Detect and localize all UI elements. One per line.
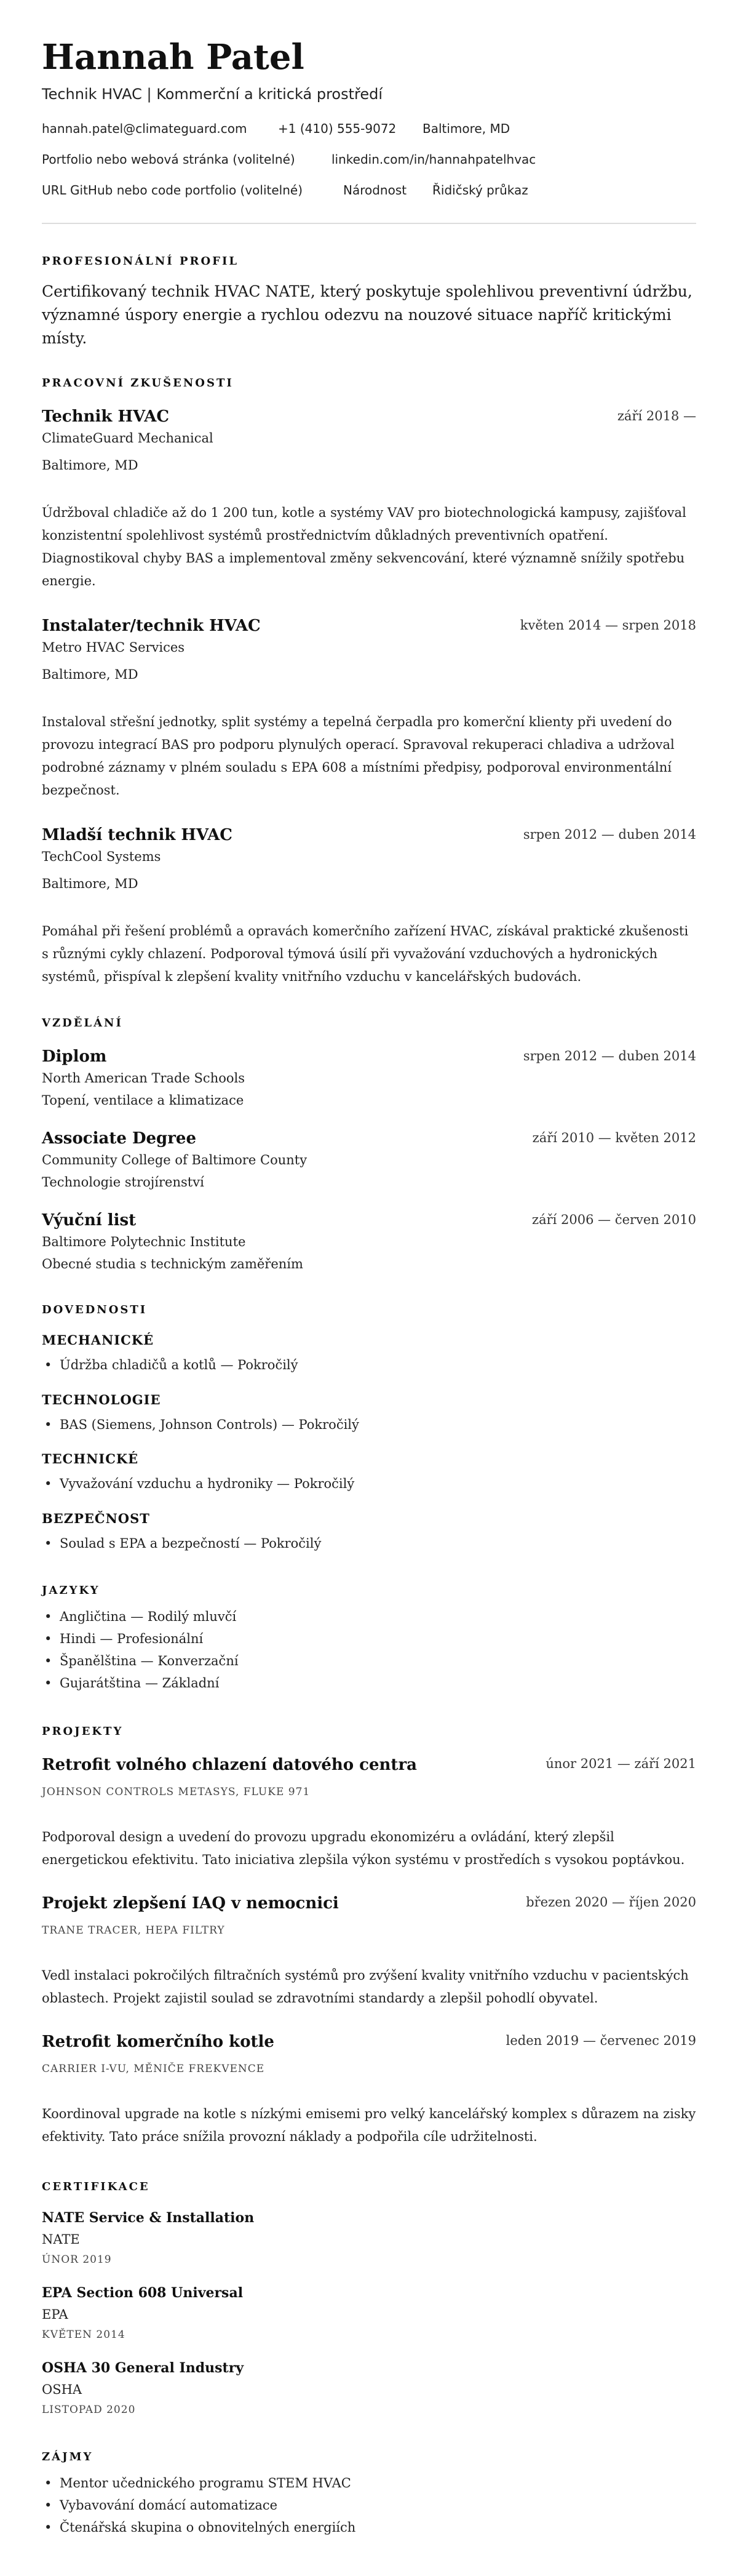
job-description: Instaloval střešní jednotky, split systémy a tepelná čerpadla pro komerční klienty při uvedení do provozu integrací BAS pro podporu plynulých operací. Spravoval rekuperaci chladiva a udržoval podrobné záznamy v plném souladu s EPA 608 a místními předpisy, podporoval environmentální bezpečnost. (42, 714, 675, 798)
section-heading-certifications: CERTIFIKACE (42, 2180, 150, 2193)
degree-title: Diplom (42, 1047, 107, 1066)
education-dates: srpen 2012 — duben 2014 (523, 1049, 696, 1063)
certification-name: NATE Service & Installation (42, 2210, 255, 2226)
skill-item: • Údržba chladičů a kotlů — Pokročilý (42, 1356, 298, 1374)
school-name: North American Trade Schools (42, 1071, 245, 1086)
language-item: • Angličtina — Rodilý mluvčí (42, 1608, 236, 1625)
skill-item: • BAS (Siemens, Johnson Controls) — Pokročilý (42, 1416, 359, 1433)
skill-item: • Vyvažování vzduchu a hydroniky — Pokročilý (42, 1475, 354, 1492)
header-divider (42, 223, 696, 224)
project-title: Projekt zlepšení IAQ v nemocnici (42, 1894, 339, 1913)
skill-category: TECHNICKÉ (42, 1451, 139, 1466)
section-heading-experience: PRACOVNÍ ZKUŠENOSTI (42, 377, 234, 390)
linkedin-link[interactable]: linkedin.com/in/hannahpatelhvac (331, 152, 536, 167)
job-location: Baltimore, MD (42, 876, 138, 891)
certification-issuer: NATE (42, 2232, 80, 2247)
section-heading-skills: DOVEDNOSTI (42, 1303, 148, 1316)
driving-license: Řidičský průkaz (432, 183, 528, 198)
job-company: Metro HVAC Services (42, 640, 185, 655)
project-dates: březen 2020 — říjen 2020 (526, 1895, 696, 1910)
project-description: Koordinoval upgrade na kotle s nízkými emisemi pro velký kancelářský komplex s důrazem na zisky efektivity. Tato práce snížila provozní náklady a podpořila cíle udržitelnosti. (42, 2106, 696, 2144)
school-name: Baltimore Polytechnic Institute (42, 1234, 246, 1249)
project-tools: TRANE TRACER, HEPA FILTRY (42, 1924, 225, 1937)
project-tools: CARRIER I-VU, MĚNIČE FREKVENCE (42, 2063, 265, 2075)
job-description: Údržboval chladiče až do 1 200 tun, kotle a systémy VAV pro biotechnologická kampusy, zajišťoval konzistentní spolehlivost systémů prostřednictvím důkladných preventivních opatření. Diagnostikoval chyby BAS a implementoval změny sekvencování, které významně snížily spotřebu energie. (42, 505, 686, 588)
project-description: Vedl instalaci pokročilých filtračních systémů pro zvýšení kvality vnitřního vzduchu v pacientských oblastech. Projekt zajistil soulad se zdravotními standardy a zlepšil pohodlí obyvatel. (42, 1968, 689, 2006)
job-title: Technik HVAC (42, 407, 170, 426)
section-heading-interests: ZÁJMY (42, 2450, 93, 2463)
skill-category: TECHNOLOGIE (42, 1392, 161, 1407)
interest-item: • Vybavování domácí automatizace (42, 2497, 277, 2514)
project-dates: leden 2019 — červenec 2019 (506, 2033, 696, 2048)
job-title: Mladší technik HVAC (42, 826, 232, 844)
headline: Technik HVAC | Kommerční a kritická prostředí (42, 86, 383, 103)
github-link[interactable]: URL GitHub nebo code portfolio (volitelné) (42, 183, 303, 198)
job-dates: květen 2014 — srpen 2018 (520, 618, 696, 633)
location: Baltimore, MD (423, 121, 510, 136)
profile-summary: Certifikovaný technik HVAC NATE, který poskytuje spolehlivou preventivní údržbu, významné úspory energie a rychlou odezvu na nouzové situace napříč kritickými místy. (42, 282, 692, 347)
language-item: • Hindi — Profesionální (42, 1630, 203, 1647)
language-item: • Španělština — Konverzační (42, 1652, 239, 1670)
job-company: TechCool Systems (42, 849, 161, 864)
job-dates: srpen 2012 — duben 2014 (523, 827, 696, 842)
education-dates: září 2006 — červen 2010 (532, 1212, 696, 1227)
skill-category: BEZPEČNOST (42, 1511, 150, 1526)
certification-issuer: OSHA (42, 2382, 82, 2397)
certification-date: LISTOPAD 2020 (42, 2404, 136, 2416)
section-heading-projects: PROJEKTY (42, 1725, 124, 1738)
school-name: Community College of Baltimore County (42, 1153, 308, 1167)
project-description: Podporoval design a uvedení do provozu upgradu ekonomizéru a ovládání, který zlepšil energetickou efektivitu. Tato iniciativa zlepšila výkon systému v prostředích s vysokou poptávkou. (42, 1830, 685, 1867)
certification-name: EPA Section 608 Universal (42, 2285, 244, 2301)
job-title: Instalater/technik HVAC (42, 617, 261, 635)
project-title: Retrofit volného chlazení datového centra (42, 1756, 417, 1774)
field-of-study: Topení, ventilace a klimatizace (42, 1093, 244, 1108)
job-location: Baltimore, MD (42, 458, 138, 473)
certification-issuer: EPA (42, 2307, 68, 2322)
field-of-study: Obecné studia s technickým zaměřením (42, 1257, 303, 1271)
portfolio-link[interactable]: Portfolio nebo webová stránka (volitelné) (42, 152, 295, 167)
project-title: Retrofit komerčního kotle (42, 2033, 274, 2051)
degree-title: Výuční list (42, 1211, 137, 1230)
job-company: ClimateGuard Mechanical (42, 431, 213, 446)
certification-date: KVĚTEN 2014 (42, 2329, 125, 2341)
certification-name: OSHA 30 General Industry (42, 2360, 244, 2376)
job-location: Baltimore, MD (42, 667, 138, 682)
job-dates: září 2018 — (617, 409, 696, 423)
candidate-name: Hannah Patel (42, 37, 304, 78)
nationality: Národnost (343, 183, 407, 198)
project-dates: únor 2021 — září 2021 (546, 1756, 696, 1771)
phone-number: +1 (410) 555-9072 (278, 121, 397, 136)
education-dates: září 2010 — květen 2012 (532, 1130, 696, 1145)
job-description: Pomáhal při řešení problémů a opravách komerčního zařízení HVAC, získával praktické zkušenosti s různými cykly chlazení. Podporoval týmová úsilí při vyvažování vzduchových a hydronických systémů, přispíval k zlepšení kvality vnitřního vzduchu v kancelářských budovách. (42, 924, 689, 984)
section-heading-profile: PROFESIONÁLNÍ PROFIL (42, 255, 239, 268)
skill-item: • Soulad s EPA a bezpečností — Pokročilý (42, 1535, 321, 1552)
project-tools: JOHNSON CONTROLS METASYS, FLUKE 971 (42, 1786, 311, 1798)
degree-title: Associate Degree (42, 1129, 196, 1148)
skill-category: MECHANICKÉ (42, 1332, 154, 1348)
section-heading-education: VZDĚLÁNÍ (42, 1017, 123, 1030)
field-of-study: Technologie strojírenství (42, 1175, 204, 1190)
interest-item: • Mentor učednického programu STEM HVAC (42, 2474, 351, 2492)
certification-date: ÚNOR 2019 (42, 2254, 112, 2266)
section-heading-languages: JAZYKY (42, 1584, 100, 1597)
interest-item: • Čtenářská skupina o obnovitelných energiích (42, 2519, 355, 2536)
email-link[interactable]: hannah.patel@climateguard.com (42, 121, 247, 136)
language-item: • Gujarátština — Základní (42, 1674, 219, 1692)
